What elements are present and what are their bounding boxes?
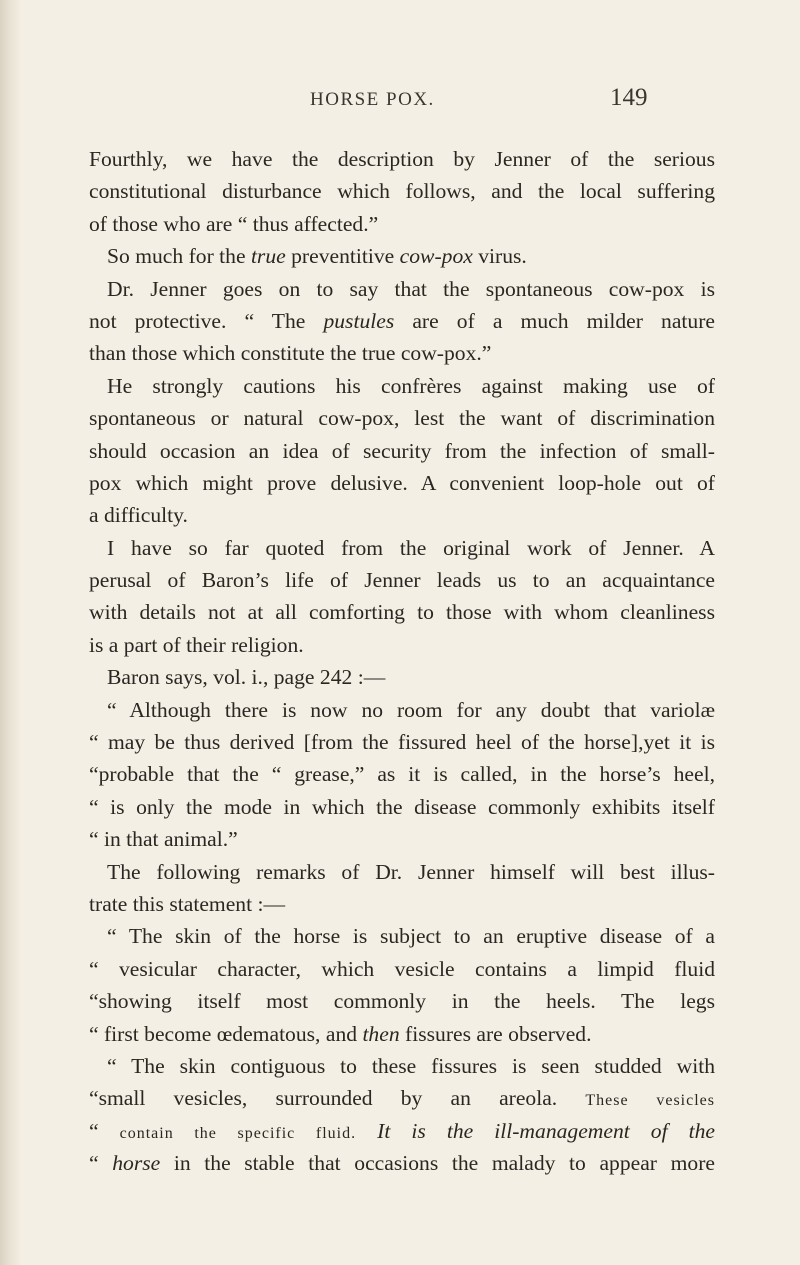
text-line <box>89 661 715 693</box>
text-run: “ is only the mode in which the disease commonly exhibits itself <box>89 794 715 819</box>
text-run: The following remarks of Dr. Jenner himself will best illus- <box>107 859 715 884</box>
text-run: “ may be thus derived [from the fissured heel of the horse],yet it is <box>89 730 715 755</box>
text-line <box>89 888 715 920</box>
text-line <box>89 823 715 855</box>
text-line <box>89 273 715 305</box>
text-run: of those who are “ thus affected.” <box>89 211 379 236</box>
text-run: “showing itself most commonly in the heels. The legs <box>89 989 715 1014</box>
text-line <box>89 143 715 175</box>
text-line <box>89 305 715 337</box>
text-line <box>89 985 715 1017</box>
text-run: “ vesicular character, which vesicle contains a limpid fluid <box>89 956 715 981</box>
text-line <box>89 856 715 888</box>
text-run: trate this statement :— <box>89 891 286 916</box>
text-line <box>89 435 715 467</box>
page-header <box>0 84 800 124</box>
text-line <box>89 953 715 985</box>
text-run: “ <box>89 1118 120 1143</box>
text-run: He strongly cautions his confrères against making use of <box>107 373 715 398</box>
text-run: “small vesicles, surrounded by an areola. <box>89 1086 586 1111</box>
text-run: Baron says, vol. i., page 242 :— <box>107 665 386 690</box>
italic-text: pustules <box>323 308 395 333</box>
text-line <box>89 337 715 369</box>
text-line <box>89 1018 715 1050</box>
italic-text: true <box>250 244 286 269</box>
text-run: preventitive <box>285 244 400 269</box>
text-run: So much for the <box>107 244 251 269</box>
text-run: are of a much milder nature <box>394 308 715 333</box>
text-run: perusal of Baron’s life of Jenner leads us to an acquaintance <box>89 568 715 593</box>
italic-text: It is the ill-management of the <box>377 1118 715 1143</box>
body-text <box>89 143 715 1180</box>
text-line <box>89 596 715 628</box>
text-line <box>89 564 715 596</box>
text-run: with details not at all comforting to those with whom cleanliness <box>89 600 715 625</box>
small-caps-text: contain the specific fluid. <box>119 1124 357 1142</box>
text-run: pox which might prove delusive. A convenient loop-hole out of <box>89 470 715 495</box>
text-line <box>89 1147 715 1179</box>
text-run: a difficulty. <box>89 503 188 528</box>
text-line <box>89 694 715 726</box>
text-run: “ The skin contiguous to these fissures is seen studded with <box>107 1053 715 1078</box>
text-line <box>89 532 715 564</box>
page-gutter-shadow <box>0 0 22 1265</box>
small-caps-text: These vesicles <box>585 1092 715 1110</box>
text-line <box>89 402 715 434</box>
text-line <box>89 208 715 240</box>
italic-text: horse <box>112 1151 161 1176</box>
text-line <box>89 240 715 272</box>
text-run: I have so far quoted from the original work of Jenner. A <box>107 535 715 560</box>
text-run <box>356 1119 377 1143</box>
text-line <box>89 758 715 790</box>
text-line <box>89 791 715 823</box>
text-run: “ The skin of the horse is subject to an eruptive disease of a <box>107 924 715 949</box>
italic-text: then <box>362 1021 400 1046</box>
text-run: “ first become œdematous, and <box>89 1021 363 1046</box>
text-line <box>89 629 715 661</box>
text-run: Dr. Jenner goes on to say that the spontaneous cow-pox is <box>107 276 715 301</box>
text-run: Fourthly, we have the description by Jenner of the serious <box>89 147 715 171</box>
text-line <box>89 726 715 758</box>
text-run: “ Although there is now no room for any doubt that variolæ <box>107 697 715 722</box>
text-run: “ in that animal.” <box>89 827 238 852</box>
text-run: in the stable that occasions the malady to appear more <box>160 1151 715 1176</box>
text-line <box>89 175 715 207</box>
text-run: than those which constitute the true cow-pox.” <box>89 341 492 366</box>
page-number: 149 <box>610 84 648 111</box>
text-line <box>89 1115 715 1147</box>
text-line <box>89 1082 715 1114</box>
text-line <box>89 370 715 402</box>
text-run: not protective. “ The <box>89 308 324 333</box>
text-run: “probable that the “ grease,” as it is called, in the horse’s heel, <box>89 762 715 787</box>
text-run: spontaneous or natural cow-pox, lest the want of discrimination <box>89 406 715 431</box>
text-run: should occasion an idea of security from the infection of small- <box>89 438 715 463</box>
text-line <box>89 920 715 952</box>
text-line <box>89 499 715 531</box>
text-run: “ <box>89 1151 113 1176</box>
text-run: is a part of their religion. <box>89 632 304 657</box>
text-run: virus. <box>472 244 527 269</box>
text-line <box>89 467 715 499</box>
text-line <box>89 1050 715 1082</box>
italic-text: cow-pox <box>399 244 473 269</box>
running-head: HORSE POX. <box>310 89 435 110</box>
text-run: constitutional disturbance which follows, and the local suffering <box>89 179 715 204</box>
text-run: fissures are observed. <box>399 1021 592 1046</box>
